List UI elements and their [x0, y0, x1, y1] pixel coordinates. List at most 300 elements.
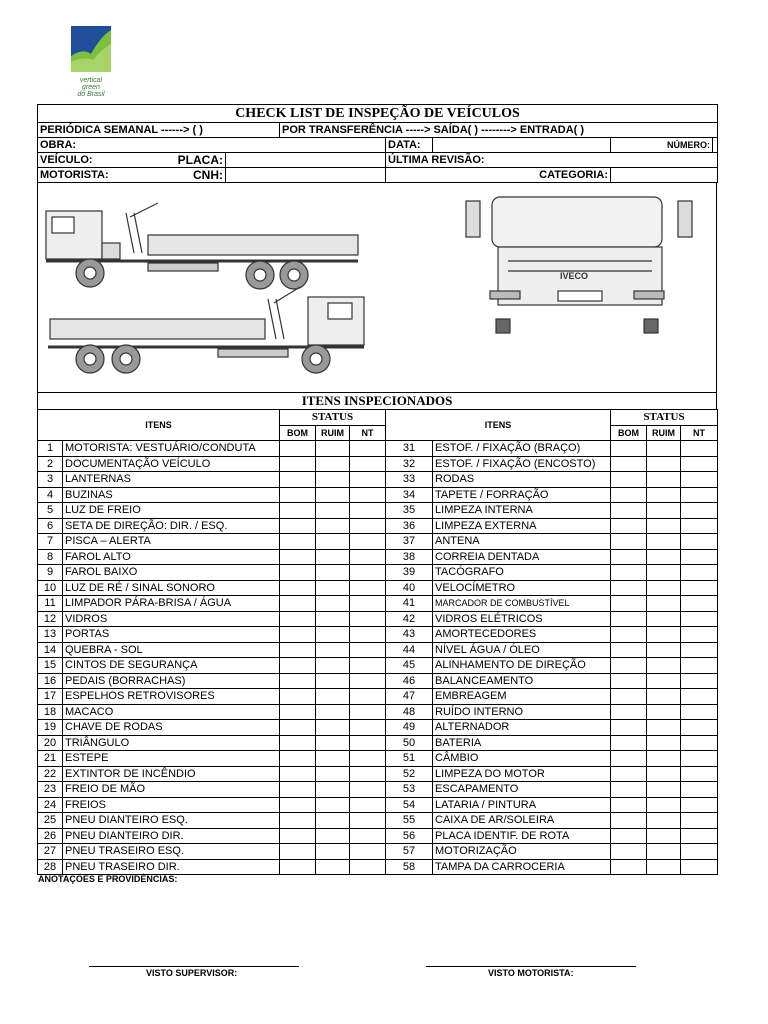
status-bom-cell[interactable]: [280, 766, 316, 782]
status-bom-cell[interactable]: [611, 518, 647, 534]
status-ruim-cell[interactable]: [647, 766, 681, 782]
status-nt-cell[interactable]: [681, 720, 718, 736]
item-label: LANTERNAS: [63, 472, 280, 488]
status-bom-cell[interactable]: [611, 797, 647, 813]
status-bom-cell[interactable]: [611, 704, 647, 720]
item-label: TAPETE / FORRAÇÃO: [433, 487, 611, 503]
status-bom-cell[interactable]: [280, 503, 316, 519]
status-bom-cell[interactable]: [611, 844, 647, 860]
item-number: 42: [386, 611, 433, 627]
item-number: 26: [38, 828, 63, 844]
status-ruim-cell[interactable]: [316, 658, 350, 674]
status-nt-cell[interactable]: [681, 859, 718, 875]
table-row: [38, 704, 718, 720]
status-ruim-cell[interactable]: [647, 813, 681, 829]
item-label: LATARIA / PINTURA: [433, 797, 611, 813]
visto-motorista-label: VISTO MOTORISTA:: [488, 968, 574, 978]
table-row: [38, 503, 718, 519]
status-nt-cell[interactable]: [681, 735, 718, 751]
status-bom-cell[interactable]: [280, 565, 316, 581]
item-label: CHAVE DE RODAS: [63, 720, 280, 736]
status-nt-cell[interactable]: [681, 813, 718, 829]
item-label: LIMPEZA DO MOTOR: [433, 766, 611, 782]
status-bom-cell[interactable]: [280, 797, 316, 813]
status-bom-cell[interactable]: [280, 689, 316, 705]
item-number: 31: [386, 441, 433, 457]
status-nt-cell[interactable]: [350, 642, 386, 658]
status-ruim-cell[interactable]: [647, 441, 681, 457]
logo-text-3: do Brasil: [77, 91, 105, 98]
status-nt-cell[interactable]: [350, 735, 386, 751]
periodica-semanal-field[interactable]: PERIÓDICA SEMANAL ------> ( ): [38, 123, 280, 138]
table-row: [38, 782, 718, 798]
status-nt-cell[interactable]: [681, 658, 718, 674]
status-ruim-cell[interactable]: [647, 534, 681, 550]
table-row: [38, 580, 718, 596]
status-nt-cell[interactable]: [681, 456, 718, 472]
item-number: 49: [386, 720, 433, 736]
item-label: RUÍDO INTERNO: [433, 704, 611, 720]
status-nt-cell[interactable]: [350, 797, 386, 813]
status-nt-cell[interactable]: [350, 580, 386, 596]
status-nt-cell[interactable]: [681, 549, 718, 565]
item-label: EMBREAGEM: [433, 689, 611, 705]
right-bom-header: BOM: [611, 425, 647, 441]
item-number: 51: [386, 751, 433, 767]
status-nt-cell[interactable]: [681, 782, 718, 798]
status-nt-cell[interactable]: [350, 549, 386, 565]
status-bom-cell[interactable]: [611, 813, 647, 829]
item-number: 40: [386, 580, 433, 596]
status-ruim-cell[interactable]: [316, 549, 350, 565]
item-label: FAROL BAIXO: [63, 565, 280, 581]
item-label: ESTOF. / FIXAÇÃO (BRAÇO): [433, 441, 611, 457]
truck-side-upper-icon: [46, 203, 358, 289]
header-form: [37, 104, 718, 183]
item-number: 23: [38, 782, 63, 798]
status-bom-cell[interactable]: [280, 549, 316, 565]
status-ruim-cell[interactable]: [316, 472, 350, 488]
item-label: MACACO: [63, 704, 280, 720]
item-number: 39: [386, 565, 433, 581]
item-number: 58: [386, 859, 433, 875]
status-nt-cell[interactable]: [350, 456, 386, 472]
status-nt-cell[interactable]: [681, 534, 718, 550]
status-ruim-cell[interactable]: [316, 828, 350, 844]
status-bom-cell[interactable]: [280, 596, 316, 612]
status-nt-cell[interactable]: [350, 782, 386, 798]
item-label: CÂMBIO: [433, 751, 611, 767]
table-row: [38, 797, 718, 813]
item-label: PNEU TRASEIRO DIR.: [63, 859, 280, 875]
status-bom-cell[interactable]: [280, 611, 316, 627]
table-row: [38, 658, 718, 674]
item-label: MARCADOR DE COMBUSTÍVEL: [433, 596, 611, 612]
item-label: PNEU TRASEIRO ESQ.: [63, 844, 280, 860]
item-number: 16: [38, 673, 63, 689]
status-nt-cell[interactable]: [350, 518, 386, 534]
status-nt-cell[interactable]: [681, 797, 718, 813]
status-nt-cell[interactable]: [350, 487, 386, 503]
cnh-field[interactable]: [226, 168, 386, 183]
left-itens-header: ITENS: [38, 410, 280, 441]
status-ruim-cell[interactable]: [647, 844, 681, 860]
status-bom-cell[interactable]: [280, 782, 316, 798]
status-nt-cell[interactable]: [350, 441, 386, 457]
status-ruim-cell[interactable]: [647, 627, 681, 643]
anotacoes-label: ANOTAÇÕES E PROVIDÊNCIAS:: [38, 874, 178, 884]
status-nt-cell[interactable]: [681, 580, 718, 596]
status-ruim-cell[interactable]: [647, 596, 681, 612]
right-nt-header: NT: [681, 425, 718, 441]
status-bom-cell[interactable]: [611, 782, 647, 798]
item-label: EXTINTOR DE INCÊNDIO: [63, 766, 280, 782]
item-label: VIDROS ELÉTRICOS: [433, 611, 611, 627]
status-ruim-cell[interactable]: [647, 487, 681, 503]
status-nt-cell[interactable]: [350, 720, 386, 736]
status-ruim-cell[interactable]: [647, 704, 681, 720]
item-label: ALINHAMENTO DE DIREÇÃO: [433, 658, 611, 674]
status-nt-cell[interactable]: [681, 844, 718, 860]
ultima-revisao-field[interactable]: ÚLTIMA REVISÃO:: [386, 153, 718, 168]
status-ruim-cell[interactable]: [647, 642, 681, 658]
status-nt-cell[interactable]: [681, 596, 718, 612]
section-title: ITENS INSPECIONADOS: [37, 392, 717, 410]
status-bom-cell[interactable]: [611, 487, 647, 503]
data-label: DATA:: [386, 138, 433, 153]
status-ruim-cell[interactable]: [316, 565, 350, 581]
status-nt-cell[interactable]: [350, 673, 386, 689]
status-ruim-cell[interactable]: [647, 797, 681, 813]
status-ruim-cell[interactable]: [647, 518, 681, 534]
item-number: 2: [38, 456, 63, 472]
left-nt-header: NT: [350, 425, 386, 441]
status-bom-cell[interactable]: [280, 813, 316, 829]
table-row: [38, 487, 718, 503]
item-number: 15: [38, 658, 63, 674]
item-label: TACÓGRAFO: [433, 565, 611, 581]
status-bom-cell[interactable]: [611, 565, 647, 581]
status-nt-cell[interactable]: [350, 627, 386, 643]
status-bom-cell[interactable]: [280, 487, 316, 503]
item-number: 9: [38, 565, 63, 581]
placa-label: PLACA:: [177, 153, 223, 167]
item-number: 17: [38, 689, 63, 705]
status-nt-cell[interactable]: [350, 565, 386, 581]
status-bom-cell[interactable]: [280, 441, 316, 457]
status-bom-cell[interactable]: [280, 642, 316, 658]
item-label: PISCA – ALERTA: [63, 534, 280, 550]
status-bom-cell[interactable]: [280, 534, 316, 550]
status-bom-cell[interactable]: [611, 859, 647, 875]
item-number: 33: [386, 472, 433, 488]
status-nt-cell[interactable]: [681, 627, 718, 643]
status-bom-cell[interactable]: [611, 766, 647, 782]
item-number: 37: [386, 534, 433, 550]
status-nt-cell[interactable]: [681, 673, 718, 689]
status-nt-cell[interactable]: [350, 766, 386, 782]
item-number: 47: [386, 689, 433, 705]
status-bom-cell[interactable]: [611, 456, 647, 472]
status-bom-cell[interactable]: [280, 472, 316, 488]
status-ruim-cell[interactable]: [316, 441, 350, 457]
status-ruim-cell[interactable]: [647, 549, 681, 565]
status-bom-cell[interactable]: [611, 472, 647, 488]
item-label: PNEU DIANTEIRO DIR.: [63, 828, 280, 844]
status-ruim-cell[interactable]: [647, 859, 681, 875]
status-nt-cell[interactable]: [681, 565, 718, 581]
item-label: VIDROS: [63, 611, 280, 627]
item-label: PORTAS: [63, 627, 280, 643]
status-ruim-cell[interactable]: [316, 704, 350, 720]
table-row: [38, 689, 718, 705]
status-bom-cell[interactable]: [611, 735, 647, 751]
status-nt-cell[interactable]: [681, 751, 718, 767]
status-ruim-cell[interactable]: [316, 596, 350, 612]
table-row: [38, 518, 718, 534]
status-nt-cell[interactable]: [350, 534, 386, 550]
status-nt-cell[interactable]: [350, 658, 386, 674]
item-number: 50: [386, 735, 433, 751]
status-nt-cell[interactable]: [681, 689, 718, 705]
table-row: [38, 673, 718, 689]
table-row: [38, 766, 718, 782]
status-bom-cell[interactable]: [611, 658, 647, 674]
items-table: [37, 409, 718, 875]
status-ruim-cell[interactable]: [647, 828, 681, 844]
item-label: LIMPADOR PÁRA-BRISA / ÁGUA: [63, 596, 280, 612]
categoria-label: CATEGORIA:: [386, 168, 611, 183]
status-ruim-cell[interactable]: [647, 611, 681, 627]
item-label: LUZ DE FREIO: [63, 503, 280, 519]
truck-brand-text: IVECO: [560, 271, 589, 281]
status-bom-cell[interactable]: [611, 751, 647, 767]
table-row: [38, 813, 718, 829]
status-bom-cell[interactable]: [280, 751, 316, 767]
status-nt-cell[interactable]: [350, 611, 386, 627]
item-number: 4: [38, 487, 63, 503]
item-label: BATERIA: [433, 735, 611, 751]
status-bom-cell[interactable]: [611, 549, 647, 565]
status-ruim-cell[interactable]: [316, 735, 350, 751]
item-label: CORREIA DENTADA: [433, 549, 611, 565]
status-bom-cell[interactable]: [280, 735, 316, 751]
status-nt-cell[interactable]: [350, 859, 386, 875]
item-number: 48: [386, 704, 433, 720]
status-bom-cell[interactable]: [611, 689, 647, 705]
status-ruim-cell[interactable]: [647, 472, 681, 488]
item-number: 1: [38, 441, 63, 457]
status-bom-cell[interactable]: [611, 720, 647, 736]
status-nt-cell[interactable]: [681, 611, 718, 627]
status-bom-cell[interactable]: [280, 828, 316, 844]
table-row: [38, 627, 718, 643]
table-row: [38, 611, 718, 627]
status-ruim-cell[interactable]: [316, 720, 350, 736]
left-status-header: STATUS: [280, 410, 386, 426]
item-label: QUEBRA - SOL: [63, 642, 280, 658]
status-ruim-cell[interactable]: [316, 642, 350, 658]
item-number: 46: [386, 673, 433, 689]
status-nt-cell[interactable]: [350, 751, 386, 767]
right-status-header: STATUS: [611, 410, 718, 426]
status-nt-cell[interactable]: [681, 503, 718, 519]
supervisor-signature-line[interactable]: [89, 966, 299, 967]
status-bom-cell[interactable]: [280, 518, 316, 534]
status-ruim-cell[interactable]: [316, 766, 350, 782]
status-ruim-cell[interactable]: [316, 844, 350, 860]
table-row: [38, 549, 718, 565]
item-label: FREIO DE MÃO: [63, 782, 280, 798]
status-bom-cell[interactable]: [280, 720, 316, 736]
company-logo: [68, 26, 114, 96]
status-ruim-cell[interactable]: [647, 735, 681, 751]
status-bom-cell[interactable]: [280, 673, 316, 689]
status-bom-cell[interactable]: [611, 828, 647, 844]
status-nt-cell[interactable]: [350, 844, 386, 860]
table-row: [38, 565, 718, 581]
table-row: [38, 642, 718, 658]
status-ruim-cell[interactable]: [316, 580, 350, 596]
status-ruim-cell[interactable]: [316, 813, 350, 829]
status-nt-cell[interactable]: [350, 704, 386, 720]
status-bom-cell[interactable]: [611, 534, 647, 550]
item-number: 24: [38, 797, 63, 813]
item-label: MOTORISTA: VESTUÁRIO/CONDUTA: [63, 441, 280, 457]
item-label: MOTORIZAÇÃO: [433, 844, 611, 860]
placa-field[interactable]: [226, 153, 386, 168]
status-bom-cell[interactable]: [611, 580, 647, 596]
status-ruim-cell[interactable]: [316, 611, 350, 627]
data-field[interactable]: [433, 138, 611, 153]
status-bom-cell[interactable]: [611, 627, 647, 643]
item-number: 3: [38, 472, 63, 488]
item-number: 19: [38, 720, 63, 736]
veiculo-field[interactable]: VEÍCULO: PLACA:: [38, 153, 226, 168]
item-label: NÍVEL ÁGUA / ÓLEO: [433, 642, 611, 658]
item-label: ANTENA: [433, 534, 611, 550]
status-nt-cell[interactable]: [350, 596, 386, 612]
status-nt-cell[interactable]: [350, 503, 386, 519]
status-ruim-cell[interactable]: [316, 797, 350, 813]
status-ruim-cell[interactable]: [647, 503, 681, 519]
status-nt-cell[interactable]: [681, 472, 718, 488]
status-ruim-cell[interactable]: [316, 859, 350, 875]
status-ruim-cell[interactable]: [316, 534, 350, 550]
item-label: BUZINAS: [63, 487, 280, 503]
item-number: 57: [386, 844, 433, 860]
status-ruim-cell[interactable]: [316, 503, 350, 519]
status-bom-cell[interactable]: [280, 627, 316, 643]
item-number: 32: [386, 456, 433, 472]
obra-field[interactable]: OBRA:: [38, 138, 386, 153]
status-nt-cell[interactable]: [350, 689, 386, 705]
status-ruim-cell[interactable]: [647, 673, 681, 689]
status-ruim-cell[interactable]: [647, 782, 681, 798]
item-number: 25: [38, 813, 63, 829]
motorista-field[interactable]: MOTORISTA: CNH:: [38, 168, 226, 183]
status-ruim-cell[interactable]: [647, 751, 681, 767]
motorista-signature-line[interactable]: [426, 966, 636, 967]
status-nt-cell[interactable]: [350, 472, 386, 488]
status-nt-cell[interactable]: [681, 441, 718, 457]
status-ruim-cell[interactable]: [316, 518, 350, 534]
status-bom-cell[interactable]: [611, 642, 647, 658]
status-bom-cell[interactable]: [280, 844, 316, 860]
status-bom-cell[interactable]: [280, 704, 316, 720]
status-bom-cell[interactable]: [280, 658, 316, 674]
item-number: 21: [38, 751, 63, 767]
status-ruim-cell[interactable]: [647, 565, 681, 581]
item-label: ESCAPAMENTO: [433, 782, 611, 798]
status-bom-cell[interactable]: [280, 580, 316, 596]
status-bom-cell[interactable]: [611, 611, 647, 627]
status-nt-cell[interactable]: [350, 828, 386, 844]
status-nt-cell[interactable]: [681, 518, 718, 534]
transferencia-field[interactable]: POR TRANSFERÊNCIA -----> SAÍDA( ) --------> ENTRADA( ): [280, 123, 718, 138]
status-ruim-cell[interactable]: [316, 456, 350, 472]
form-title: CHECK LIST DE INSPEÇÃO DE VEÍCULOS: [38, 105, 718, 123]
status-nt-cell[interactable]: [681, 487, 718, 503]
status-nt-cell[interactable]: [681, 704, 718, 720]
item-label: PNEU DIANTEIRO ESQ.: [63, 813, 280, 829]
item-label: RODAS: [433, 472, 611, 488]
table-row: [38, 859, 718, 875]
status-bom-cell[interactable]: [611, 596, 647, 612]
status-ruim-cell[interactable]: [647, 456, 681, 472]
item-number: 35: [386, 503, 433, 519]
item-label: ALTERNADOR: [433, 720, 611, 736]
status-bom-cell[interactable]: [280, 859, 316, 875]
status-nt-cell[interactable]: [350, 813, 386, 829]
item-label: ESPELHOS RETROVISORES: [63, 689, 280, 705]
categoria-field[interactable]: [611, 168, 718, 183]
right-ruim-header: RUIM: [647, 425, 681, 441]
status-bom-cell[interactable]: [611, 503, 647, 519]
item-label: VELOCÍMETRO: [433, 580, 611, 596]
status-bom-cell[interactable]: [611, 673, 647, 689]
status-ruim-cell[interactable]: [647, 720, 681, 736]
numero-field[interactable]: [713, 138, 718, 153]
status-ruim-cell[interactable]: [316, 627, 350, 643]
status-ruim-cell[interactable]: [316, 487, 350, 503]
item-label: AMORTECEDORES: [433, 627, 611, 643]
status-ruim-cell[interactable]: [647, 689, 681, 705]
item-number: 11: [38, 596, 63, 612]
status-bom-cell[interactable]: [280, 456, 316, 472]
status-ruim-cell[interactable]: [647, 580, 681, 596]
table-row: [38, 751, 718, 767]
item-number: 53: [386, 782, 433, 798]
visto-supervisor-label: VISTO SUPERVISOR:: [146, 968, 238, 978]
table-row: [38, 534, 718, 550]
status-ruim-cell[interactable]: [316, 673, 350, 689]
item-number: 12: [38, 611, 63, 627]
status-nt-cell[interactable]: [681, 766, 718, 782]
status-ruim-cell[interactable]: [647, 658, 681, 674]
item-number: 54: [386, 797, 433, 813]
table-row: [38, 456, 718, 472]
status-nt-cell[interactable]: [681, 642, 718, 658]
status-ruim-cell[interactable]: [316, 689, 350, 705]
item-label: CAIXA DE AR/SOLEIRA: [433, 813, 611, 829]
status-ruim-cell[interactable]: [316, 751, 350, 767]
status-ruim-cell[interactable]: [316, 782, 350, 798]
item-number: 18: [38, 704, 63, 720]
item-number: 10: [38, 580, 63, 596]
status-bom-cell[interactable]: [611, 441, 647, 457]
status-nt-cell[interactable]: [681, 828, 718, 844]
